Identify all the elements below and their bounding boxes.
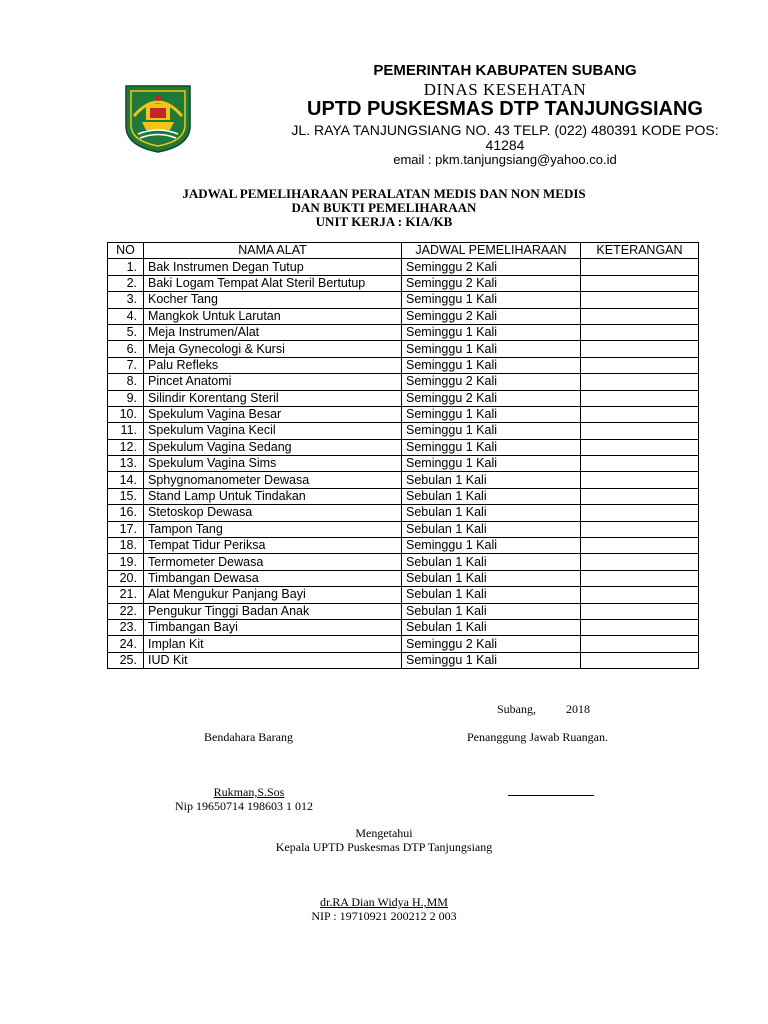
- agency-name: DINAS KESEHATAN: [423, 80, 587, 99]
- cell-no: 1.: [108, 259, 144, 275]
- cell-notes: [581, 521, 699, 537]
- cell-schedule: Seminggu 2 Kali: [402, 308, 581, 324]
- cell-notes: [581, 587, 699, 603]
- cell-schedule: Seminggu 1 Kali: [402, 423, 581, 439]
- table-row: [108, 357, 699, 373]
- cell-equipment-name: Tampon Tang: [144, 521, 402, 537]
- cell-no: 8.: [108, 374, 144, 390]
- left-signatory-role: Bendahara Barang: [204, 730, 293, 744]
- cell-equipment-name: Pincet Anatomi: [144, 374, 402, 390]
- cell-notes: [581, 619, 699, 635]
- cell-notes: [581, 357, 699, 373]
- cell-no: 13.: [108, 456, 144, 472]
- cell-schedule: Seminggu 2 Kali: [402, 259, 581, 275]
- table-body: [108, 259, 699, 669]
- table-row: [108, 275, 699, 291]
- cell-schedule: Sebulan 1 Kali: [402, 505, 581, 521]
- cell-notes: [581, 636, 699, 652]
- cell-schedule: Sebulan 1 Kali: [402, 554, 581, 570]
- cell-equipment-name: Timbangan Dewasa: [144, 570, 402, 586]
- cell-no: 19.: [108, 554, 144, 570]
- cell-no: 12.: [108, 439, 144, 455]
- cell-notes: [581, 538, 699, 554]
- cell-no: 23.: [108, 619, 144, 635]
- table-row: [108, 472, 699, 488]
- cell-schedule: Seminggu 1 Kali: [402, 292, 581, 308]
- cell-no: 20.: [108, 570, 144, 586]
- cell-equipment-name: Bak Instrumen Degan Tutup: [144, 259, 402, 275]
- header-no: NO: [108, 243, 144, 259]
- table-row: [108, 406, 699, 422]
- header-notes: KETERANGAN: [581, 243, 699, 259]
- cell-notes: [581, 275, 699, 291]
- table-row: [108, 505, 699, 521]
- table-row: [108, 259, 699, 275]
- cell-equipment-name: Implan Kit: [144, 636, 402, 652]
- cell-equipment-name: Pengukur Tinggi Badan Anak: [144, 603, 402, 619]
- right-signatory-role: Penanggung Jawab Ruangan.: [467, 730, 608, 744]
- cell-equipment-name: Tempat Tidur Periksa: [144, 538, 402, 554]
- cell-no: 2.: [108, 275, 144, 291]
- cell-schedule: Seminggu 1 Kali: [402, 439, 581, 455]
- table-row: [108, 456, 699, 472]
- cell-equipment-name: Kocher Tang: [144, 292, 402, 308]
- table-row: [108, 324, 699, 340]
- cell-schedule: Sebulan 1 Kali: [402, 619, 581, 635]
- table-row: [108, 423, 699, 439]
- cell-equipment-name: Spekulum Vagina Kecil: [144, 423, 402, 439]
- cell-notes: [581, 456, 699, 472]
- cell-schedule: Sebulan 1 Kali: [402, 603, 581, 619]
- acknowledge-title: Kepala UPTD Puskesmas DTP Tanjungsiang: [275, 840, 493, 854]
- table-row: [108, 603, 699, 619]
- place-date: Subang, 2018: [497, 702, 590, 716]
- title-line-2: DAN BUKTI PEMELIHARAAN: [291, 200, 477, 215]
- table-row: [108, 619, 699, 635]
- cell-notes: [581, 292, 699, 308]
- title-line-3: UNIT KERJA : KIA/KB: [315, 214, 453, 229]
- head-signatory-name: dr.RA Dian Widya H.,MM: [320, 895, 448, 909]
- cell-no: 24.: [108, 636, 144, 652]
- table-row: [108, 521, 699, 537]
- cell-equipment-name: Mangkok Untuk Larutan: [144, 308, 402, 324]
- cell-schedule: Sebulan 1 Kali: [402, 521, 581, 537]
- table-row: [108, 390, 699, 406]
- cell-equipment-name: Spekulum Vagina Besar: [144, 406, 402, 422]
- cell-no: 4.: [108, 308, 144, 324]
- table-row: [108, 308, 699, 324]
- cell-schedule: Seminggu 1 Kali: [402, 538, 581, 554]
- cell-notes: [581, 603, 699, 619]
- cell-no: 22.: [108, 603, 144, 619]
- email: email : pkm.tanjungsiang@yahoo.co.id: [393, 152, 617, 167]
- cell-equipment-name: Spekulum Vagina Sims: [144, 456, 402, 472]
- address-line: JL. RAYA TANJUNGSIANG NO. 43 TELP. (022) 480391 KODE POS:: [291, 122, 719, 138]
- cell-schedule: Seminggu 1 Kali: [402, 357, 581, 373]
- cell-equipment-name: IUD Kit: [144, 652, 402, 668]
- cell-no: 10.: [108, 406, 144, 422]
- cell-notes: [581, 554, 699, 570]
- table-row: [108, 341, 699, 357]
- cell-equipment-name: Stetoskop Dewasa: [144, 505, 402, 521]
- acknowledge-label: Mengetahui: [355, 826, 413, 840]
- regency-logo: [120, 82, 196, 154]
- cell-notes: [581, 324, 699, 340]
- cell-notes: [581, 308, 699, 324]
- cell-notes: [581, 439, 699, 455]
- cell-no: 18.: [108, 538, 144, 554]
- cell-no: 7.: [108, 357, 144, 373]
- table-row: [108, 652, 699, 668]
- cell-no: 25.: [108, 652, 144, 668]
- postal-code: 41284: [485, 137, 525, 153]
- cell-equipment-name: Alat Mengukur Panjang Bayi: [144, 587, 402, 603]
- cell-equipment-name: Termometer Dewasa: [144, 554, 402, 570]
- cell-notes: [581, 259, 699, 275]
- cell-schedule: Seminggu 2 Kali: [402, 275, 581, 291]
- table-row: [108, 292, 699, 308]
- cell-schedule: Seminggu 1 Kali: [402, 652, 581, 668]
- cell-schedule: Sebulan 1 Kali: [402, 472, 581, 488]
- cell-notes: [581, 505, 699, 521]
- document-title: [0, 187, 768, 229]
- government-name: PEMERINTAH KABUPATEN SUBANG: [373, 62, 637, 79]
- cell-no: 16.: [108, 505, 144, 521]
- cell-no: 15.: [108, 488, 144, 504]
- table-header-row: [108, 243, 699, 259]
- table-row: [108, 488, 699, 504]
- cell-schedule: Seminggu 2 Kali: [402, 390, 581, 406]
- cell-notes: [581, 488, 699, 504]
- cell-schedule: Seminggu 2 Kali: [402, 636, 581, 652]
- cell-schedule: Seminggu 1 Kali: [402, 341, 581, 357]
- right-signature-line: [508, 795, 594, 796]
- left-signatory-nip: Nip 19650714 198603 1 012: [175, 799, 313, 813]
- institution-name: UPTD PUSKESMAS DTP TANJUNGSIANG: [307, 98, 703, 120]
- cell-no: 17.: [108, 521, 144, 537]
- cell-notes: [581, 570, 699, 586]
- header-schedule: JADWAL PEMELIHARAAN: [402, 243, 581, 259]
- table-row: [108, 554, 699, 570]
- address: [210, 123, 768, 153]
- cell-notes: [581, 341, 699, 357]
- cell-no: 21.: [108, 587, 144, 603]
- cell-equipment-name: Baki Logam Tempat Alat Steril Bertutup: [144, 275, 402, 291]
- head-signatory-nip: NIP : 19710921 200212 2 003: [311, 909, 457, 923]
- cell-no: 11.: [108, 423, 144, 439]
- cell-notes: [581, 374, 699, 390]
- cell-schedule: Seminggu 1 Kali: [402, 406, 581, 422]
- cell-no: 14.: [108, 472, 144, 488]
- cell-equipment-name: Stand Lamp Untuk Tindakan: [144, 488, 402, 504]
- table-row: [108, 538, 699, 554]
- cell-equipment-name: Meja Gynecologi & Kursi: [144, 341, 402, 357]
- cell-equipment-name: Meja Instrumen/Alat: [144, 324, 402, 340]
- header-equipment-name: NAMA ALAT: [144, 243, 402, 259]
- cell-no: 6.: [108, 341, 144, 357]
- left-signatory-name: Rukman,S.Sos: [213, 785, 285, 799]
- cell-notes: [581, 423, 699, 439]
- cell-no: 9.: [108, 390, 144, 406]
- cell-notes: [581, 472, 699, 488]
- cell-schedule: Seminggu 2 Kali: [402, 374, 581, 390]
- table-row: [108, 439, 699, 455]
- cell-no: 3.: [108, 292, 144, 308]
- cell-no: 5.: [108, 324, 144, 340]
- cell-equipment-name: Silindir Korentang Steril: [144, 390, 402, 406]
- cell-notes: [581, 390, 699, 406]
- cell-schedule: Seminggu 1 Kali: [402, 456, 581, 472]
- cell-schedule: Sebulan 1 Kali: [402, 587, 581, 603]
- title-line-1: JADWAL PEMELIHARAAN PERALATAN MEDIS DAN NON MEDIS: [182, 186, 586, 201]
- cell-notes: [581, 652, 699, 668]
- cell-schedule: Seminggu 1 Kali: [402, 324, 581, 340]
- cell-equipment-name: Palu Refleks: [144, 357, 402, 373]
- table-row: [108, 587, 699, 603]
- cell-schedule: Sebulan 1 Kali: [402, 570, 581, 586]
- table-row: [108, 570, 699, 586]
- cell-equipment-name: Timbangan Bayi: [144, 619, 402, 635]
- maintenance-schedule-table: [107, 242, 699, 669]
- table-row: [108, 374, 699, 390]
- table-row: [108, 636, 699, 652]
- cell-schedule: Sebulan 1 Kali: [402, 488, 581, 504]
- cell-equipment-name: Spekulum Vagina Sedang: [144, 439, 402, 455]
- cell-equipment-name: Sphygnomanometer Dewasa: [144, 472, 402, 488]
- cell-notes: [581, 406, 699, 422]
